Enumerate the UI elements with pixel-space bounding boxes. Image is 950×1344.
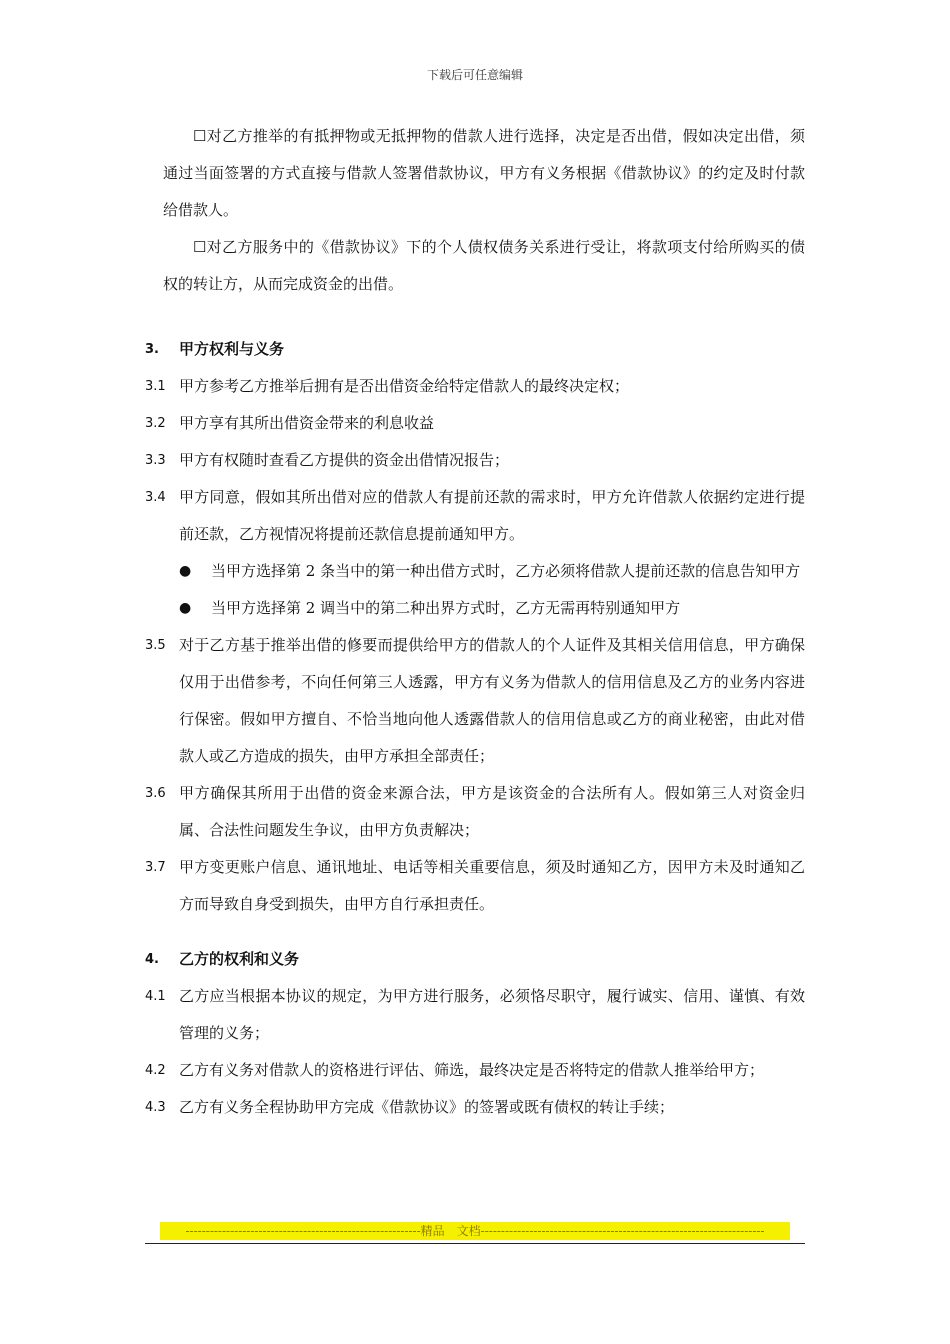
clause-text: 乙方有义务对借款人的资格进行评估、筛选，最终决定是否将特定的借款人推举给甲方；: [179, 1061, 765, 1079]
clause-3-7: [145, 849, 805, 923]
clause-number: 4.3: [145, 1100, 166, 1115]
clause-3-6: [145, 775, 805, 849]
clause-text: 甲方有权随时查看乙方提供的资金出借情况报告；: [179, 451, 510, 469]
clause-text: 甲方确保其所用于出借的资金来源合法，甲方是该资金的合法所有人。假如第三人对资金归属、合法性问题发生争议，由甲方负责解决；: [179, 784, 805, 839]
bullet-item-1: [179, 553, 805, 590]
clause-3-2: [145, 405, 805, 442]
section-3-heading: [145, 331, 805, 368]
clause-number: 4.2: [145, 1063, 166, 1078]
clause-4-3: [145, 1089, 805, 1126]
section-3-number: 3.: [145, 342, 159, 357]
bullet-text: 当甲方选择第 2 调当中的第二种出界方式时，乙方无需再特别通知甲方: [211, 599, 681, 617]
clause-number: 4.1: [145, 989, 166, 1004]
clause-text: 对于乙方基于推举出借的修要而提供给甲方的借款人的个人证件及其相关信用信息，甲方确保仅用于出借参考，不向任何第三人透露，甲方有义务为借款人的信用信息及乙方的业务内容进行保密。假如甲方擅自、不恰当地向他人透露借款人的信用信息或乙方的商业秘密，由此对借款人或乙方造成的损失，由甲方承担全部责任；: [179, 636, 805, 765]
bullet-dot-icon: ●: [179, 563, 192, 579]
clause-number: 3.5: [145, 638, 166, 653]
section-4-title: 乙方的权利和义务: [179, 950, 300, 968]
clause-number: 3.2: [145, 416, 166, 431]
intro-option-2: ☐对乙方服务中的《借款协议》下的个人债权债务关系进行受让，将款项支付给所购买的债权的转让方，从而完成资金的出借。: [163, 238, 805, 293]
intro-option-1: ☐对乙方推举的有抵押物或无抵押物的借款人进行选择，决定是否出借，假如决定出借，须通过当面签署的方式直接与借款人签署借款协议，甲方有义务根据《借款协议》的约定及时付款给借款人。: [163, 127, 805, 219]
clause-text: 甲方变更账户信息、通讯地址、电话等相关重要信息，须及时通知乙方，因甲方未及时通知乙方而导致自身受到损失，由甲方自行承担责任。: [179, 858, 805, 913]
clause-3-5: [145, 627, 805, 775]
bullet-text: 当甲方选择第 2 条当中的第一种出借方式时，乙方必须将借款人提前还款的信息告知甲方: [211, 562, 801, 580]
bullet-dot-icon: ●: [179, 600, 192, 616]
section-4-heading: [145, 941, 805, 978]
clause-number: 3.7: [145, 860, 166, 875]
clause-4-2: [145, 1052, 805, 1089]
clause-text: 乙方应当根据本协议的规定，为甲方进行服务，必须恪尽职守，履行诚实、信用、谨慎、有效管理的义务；: [179, 987, 805, 1042]
clause-4-1: [145, 978, 805, 1052]
document-body: [145, 118, 805, 1126]
section-4-number: 4.: [145, 952, 159, 967]
header-note: 下载后可任意编辑: [426, 68, 523, 82]
clause-text: 甲方参考乙方推举后拥有是否出借资金给特定借款人的最终决定权；: [179, 377, 630, 395]
footer-banner: ----------------------------------------------------------精品 文档----------------------------------------------------------------------: [160, 1222, 790, 1240]
clause-number: 3.6: [145, 786, 166, 801]
clause-3-4: [145, 479, 805, 553]
clause-3-1: [145, 368, 805, 405]
clause-3-3: [145, 442, 805, 479]
clause-text: 甲方同意，假如其所出借对应的借款人有提前还款的需求时，甲方允许借款人依据约定进行提前还款，乙方视情况将提前还款信息提前通知甲方。: [179, 488, 805, 543]
bullet-item-2: [179, 590, 805, 627]
clause-number: 3.1: [145, 379, 166, 394]
clause-number: 3.4: [145, 490, 166, 505]
footer-divider: [145, 1243, 805, 1244]
clause-text: 甲方享有其所出借资金带来的利息收益: [179, 414, 435, 432]
clause-number: 3.3: [145, 453, 166, 468]
section-3-title: 甲方权利与义务: [179, 340, 285, 358]
clause-text: 乙方有义务全程协助甲方完成《借款协议》的签署或既有债权的转让手续；: [179, 1098, 675, 1116]
